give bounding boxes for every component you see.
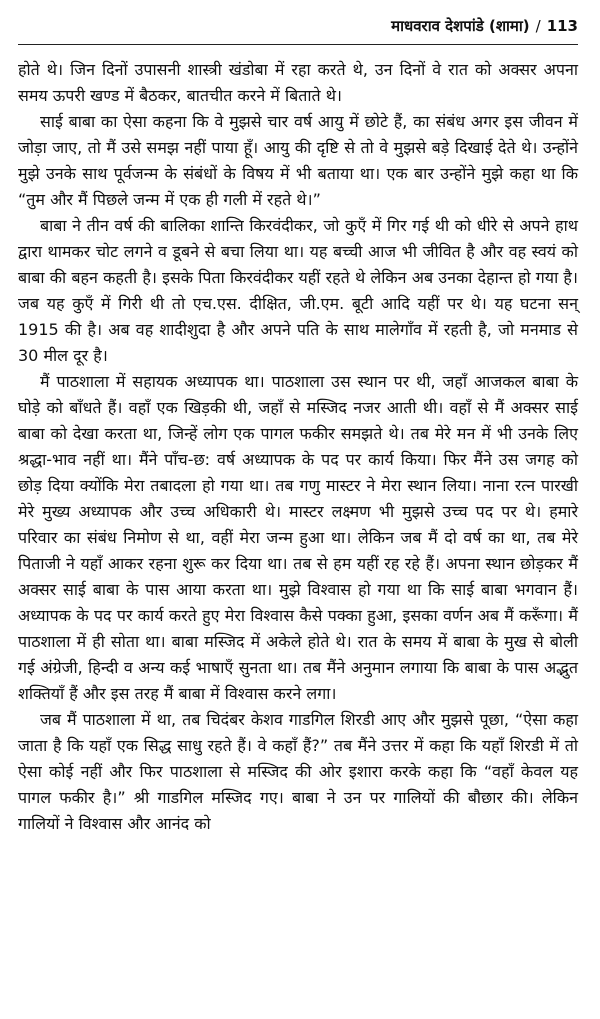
- paragraph-continuation: होते थे। जिन दिनों उपासनी शास्त्री खंडोबा में रहा करते थे, उन दिनों वे रात को अक्सर अपना समय ऊपरी खण्ड में बैठकर, बातचीत करने में बिताते थे।: [18, 60, 578, 105]
- paragraph-school-teacher: मैं पाठशाला में सहायक अध्यापक था। पाठशाला उस स्थान पर थी, जहाँ आजकल बाबा के घोड़े को बाँधते हैं। वहाँ एक खिड़की थी, जहाँ से मस्जिद नजर आती थी। वहाँ से मैं अक्सर साई बाबा को देखा करता था, जिन्हें लोग एक पागल फकीर समझते थे। तब मेरे मन में भी उनके लिए श्रद्धा-भाव नहीं था। मैंने पाँच-छ: वर्ष अध्यापक के पद पर कार्य किया। फिर मैंने उस जगह को छोड़ दिया क्योंकि मेरा तबादला हो गया था। तब गणु मास्टर ने मेरा स्थान लिया। नाना रत्न पारखी मेरे मुख्य अध्यापक और उच्च अधिकारी थे। मास्टर लक्ष्मण भी मुझसे उच्च पद पर थे। हमारे परिवार का संबंध निमोण से था, वहीं मेरा जन्म हुआ था। लेकिन जब मैं दो वर्ष का था, तब मेरे पिताजी ने यहाँ आकर रहना शुरू कर दिया था। तब से हम यहीं रह रहे हैं। अपना स्थान छोड़कर मैं अक्सर साई बाबा के पास आया करता था। मुझे विश्वास हो गया था कि साई बाबा भगवान हैं। अध्यापक के पद पर कार्य करते हुए मेरा विश्वास कैसे पक्का हुआ, इसका वर्णन अब मैं करूँगा। मैं पाठशाला में ही सोता था। बाबा मस्जिद में अकेले होते थे। रात के समय में बाबा के मुख से बोली गई अंग्रेजी, हिन्दी व अन्य कई भाषाएँ सुनता था। तब मैंने अनुमान लगाया कि बाबा के पास अद्भुत शक्तियाँ हैं और इस तरह मैं बाबा में विश्वास करने लगा।: [18, 372, 578, 703]
- running-header: [18, 16, 578, 45]
- page-number: 113: [546, 17, 578, 35]
- chapter-title: माधवराव देशपांडे (शामा): [391, 17, 530, 35]
- body-text: [18, 57, 578, 837]
- paragraph-age-difference: साई बाबा का ऐसा कहना कि वे मुझसे चार वर्ष आयु में छोटे हैं, का संबंध अगर इस जीवन में जोड़ा जाए, तो मैं उसे समझ नहीं पाया हूँ। आयु की दृष्टि से तो वे मुझसे बड़े दिखाई देते थे। उन्होंने मुझे उनके साथ पूर्वजन्म के संबंधों के विषय में भी बताया था। एक बार उन्होंने मुझे कहा था कि “तुम और मैं पिछले जन्म में एक ही गली में रहते थे।”: [18, 112, 578, 209]
- paragraph-well-rescue: बाबा ने तीन वर्ष की बालिका शान्ति किरवंदीकर, जो कुएँ में गिर गई थी को धीरे से अपने हाथ द्वारा थामकर चोट लगने व डूबने से बचा लिया था। यह बच्ची आज भी जीवित है और वह स्वयं को बाबा की बहन कहती है। इसके पिता किरवंदीकर यहीं रहते थे लेकिन अब उनका देहान्त हो गया है। जब यह कुएँ में गिरी थी तो एच.एस. दीक्षित, जी.एम. बूटी आदि यहीं पर थे। यह घटना सन् 1915 की है। अब वह शादीशुदा है और अपने पति के साथ मालेगाँव में रहती है, जो मनमाड से 30 मील दूर है।: [18, 216, 578, 365]
- header-separator: /: [535, 17, 541, 35]
- paragraph-gadgil-visit: जब मैं पाठशाला में था, तब चिदंबर केशव गाडगिल शिरडी आए और मुझसे पूछा, “ऐसा कहा जाता है कि यहाँ एक सिद्ध साधु रहते हैं। वे कहाँ हैं?” तब मैंने उत्तर में कहा कि यहाँ शिरडी में तो ऐसा कोई नहीं और फिर पाठशाला से मस्जिद की ओर इशारा करके कहा कि “वहाँ केवल यह पागल फकीर है।” श्री गाडगिल मस्जिद गए। बाबा ने उन पर गालियों की बौछार की। लेकिन गालियों ने विश्वास और आनंद को: [18, 710, 578, 833]
